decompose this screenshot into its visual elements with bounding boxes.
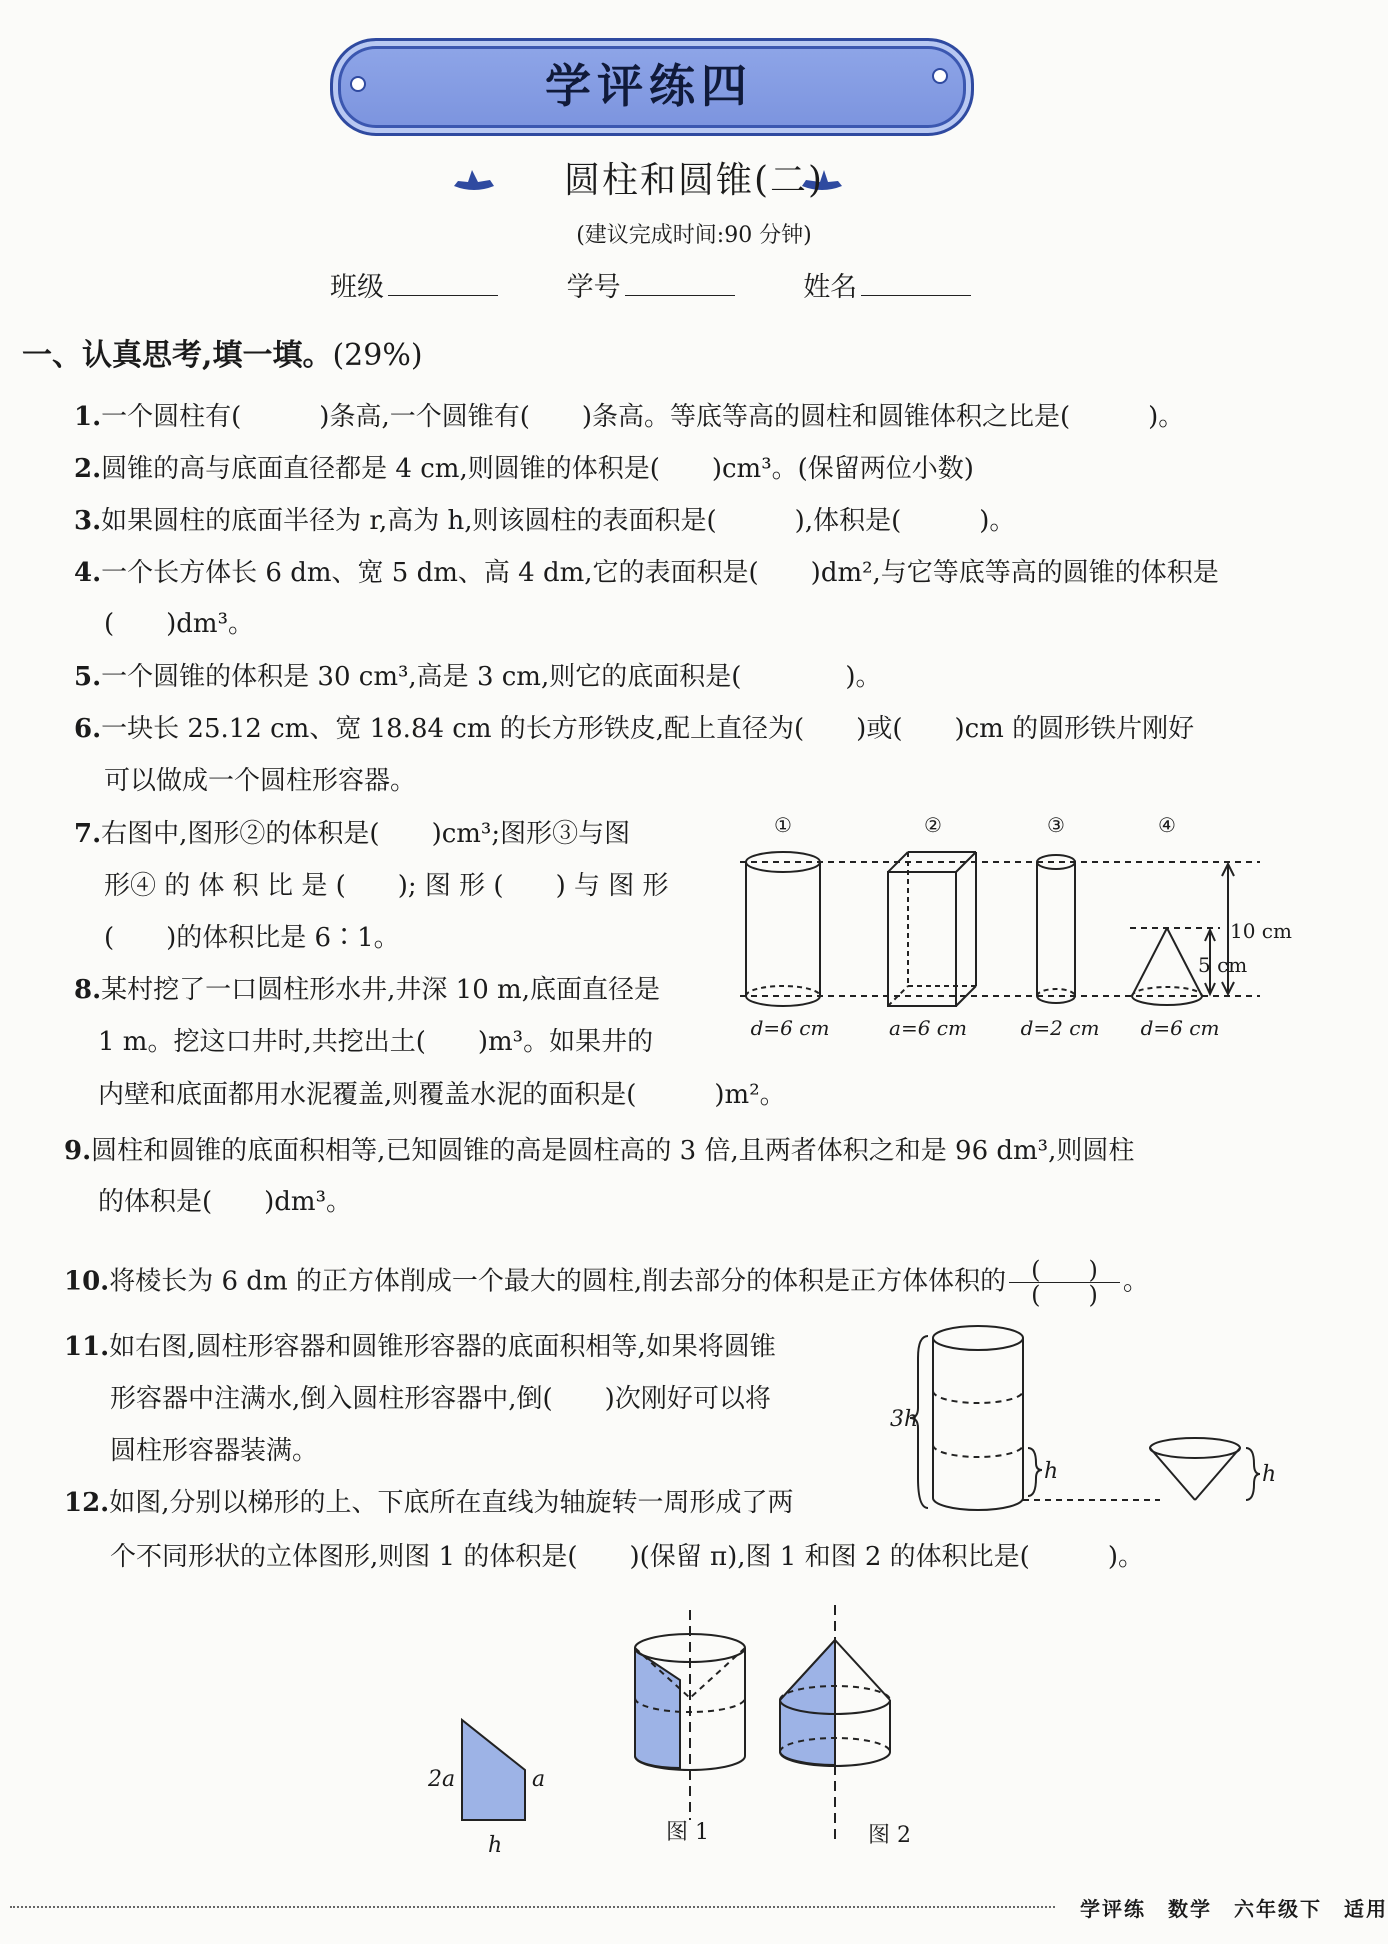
- number-blank[interactable]: [625, 271, 735, 296]
- shape-1-cylinder: [746, 852, 820, 1006]
- q7-num: 7.: [74, 819, 102, 849]
- question-3: [74, 504, 1015, 538]
- question-7: [74, 817, 630, 851]
- q8-text-1: 某村挖了一口圆柱形水井,井深 10 m,底面直径是: [101, 975, 660, 1005]
- fig7-dim-2: a=6 cm: [889, 1016, 967, 1040]
- fig12-label-h: h: [488, 1833, 503, 1858]
- name-blank[interactable]: [861, 271, 971, 296]
- question-10: [64, 1258, 1149, 1307]
- q12-num: 12.: [64, 1488, 110, 1518]
- brace-h-cylinder: [1028, 1448, 1042, 1496]
- question-12: [64, 1486, 794, 1520]
- q8-num: 8.: [74, 975, 102, 1005]
- q10-fraction-denominator: ( ): [1031, 1281, 1098, 1309]
- section-title: 一、认真思考,填一填。: [22, 338, 333, 373]
- fig7-label-1: ①: [774, 813, 792, 837]
- question-6-cont: 可以做成一个圆柱形容器。: [104, 766, 417, 796]
- banner-title: 学评练四: [545, 59, 753, 113]
- fig2-solid: [780, 1605, 890, 1840]
- question-6: [74, 712, 1194, 746]
- fig11-label-h-cylinder: h: [1044, 1459, 1059, 1484]
- fig11-label-3h: 3h: [890, 1407, 919, 1432]
- q1-text: 一个圆柱有( )条高,一个圆锥有( )条高。等底等高的圆柱和圆锥体积之比是( )。: [101, 402, 1185, 432]
- q11-text-1: 如右图,圆柱形容器和圆锥形容器的底面积相等,如果将圆锥: [109, 1332, 776, 1362]
- question-4-cont: ( )dm³。: [104, 609, 255, 639]
- class-label: 班级: [330, 272, 384, 303]
- fig11-cylinder: [933, 1326, 1023, 1510]
- question-11-cont1: 形容器中注满水,倒入圆柱形容器中,倒( )次刚好可以将: [110, 1384, 771, 1414]
- q3-text: 如果圆柱的底面半径为 r,高为 h,则该圆柱的表面积是( ),体积是( )。: [101, 506, 1016, 536]
- number-label: 学号: [566, 272, 621, 303]
- q5-text: 一个圆锥的体积是 30 cm³,高是 3 cm,则它的底面积是( )。: [101, 662, 882, 692]
- page-subtitle: 圆柱和圆锥(二): [563, 160, 825, 201]
- fig12-caption-1: 图 1: [666, 1820, 709, 1845]
- footer-text: 学评练 数学 六年级下 适用: [1080, 1897, 1388, 1921]
- q4-text-1: 一个长方体长 6 dm、宽 5 dm、高 4 dm,它的表面积是( )dm²,与它等底等高的圆锥的体积是: [101, 558, 1219, 588]
- question-9-cont: 的体积是( )dm³。: [98, 1187, 353, 1217]
- q2-text: 圆锥的高与底面直径都是 4 cm,则圆锥的体积是( )cm³。(保留两位小数): [101, 454, 974, 484]
- question-4: [74, 556, 1219, 590]
- q6-text-1: 一块长 25.12 cm、宽 18.84 cm 的长方形铁皮,配上直径为( )或( )cm 的圆形铁片刚好: [101, 714, 1195, 744]
- fig12-label-2a: 2a: [428, 1767, 456, 1792]
- fig7-label-4: ④: [1158, 813, 1176, 837]
- q11-num: 11.: [64, 1332, 110, 1362]
- class-blank[interactable]: [388, 271, 498, 296]
- q9-text-1: 圆柱和圆锥的底面积相等,已知圆锥的高是圆柱高的 3 倍,且两者体积之和是 96 dm³,则圆柱: [91, 1136, 1135, 1166]
- fig7-label-2: ②: [924, 813, 942, 837]
- question-9: [64, 1134, 1134, 1168]
- shape-3-cylinder: [1037, 855, 1075, 1003]
- fig7-dim-1: d=6 cm: [750, 1016, 830, 1040]
- question-12-cont: 个不同形状的立体图形,则图 1 的体积是( )(保留 π),图 1 和图 2 的体积比是( )。: [110, 1542, 1144, 1572]
- question-1: [74, 400, 1184, 434]
- fig7-dim-3: d=2 cm: [1020, 1016, 1100, 1040]
- q9-num: 9.: [64, 1136, 92, 1166]
- q1-num: 1.: [74, 402, 102, 432]
- question-8: [74, 973, 660, 1007]
- q2-num: 2.: [74, 454, 102, 484]
- q3-num: 3.: [74, 506, 102, 536]
- fig11-label-h-cone: h: [1262, 1462, 1277, 1487]
- q7-text-1: 右图中,图形②的体积是( )cm³;图形③与图: [101, 819, 631, 849]
- fig12-caption-2: 图 2: [868, 1823, 911, 1848]
- shape-2-cuboid: [888, 852, 976, 1006]
- fig1-solid: [635, 1610, 745, 1820]
- q6-num: 6.: [74, 714, 102, 744]
- question-8-cont2: 内壁和底面都用水泥覆盖,则覆盖水泥的面积是( )m²。: [98, 1080, 786, 1110]
- section-heading: [22, 330, 423, 374]
- q10-end: 。: [1122, 1266, 1149, 1297]
- q10-fraction-numerator: ( ): [1009, 1258, 1120, 1283]
- brace-h-cone: [1246, 1448, 1260, 1500]
- fig12-label-a: a: [532, 1767, 546, 1792]
- trapezoid-shape: [462, 1720, 525, 1820]
- q4-num: 4.: [74, 558, 102, 588]
- student-info-fields: [330, 265, 1031, 304]
- q5-num: 5.: [74, 662, 102, 692]
- footer-dotted-line: [10, 1906, 1055, 1908]
- section-percent: (29%): [332, 338, 423, 373]
- question-2: [74, 452, 974, 486]
- figure-q12: [410, 1590, 970, 1860]
- q10-text: 将棱长为 6 dm 的正方体削成一个最大的圆柱,削去部分的体积是正方体体积的: [109, 1266, 1007, 1297]
- fig7-height-10: 10 cm: [1230, 919, 1292, 943]
- question-8-cont1: 1 m。挖这口井时,共挖出土( )m³。如果井的: [98, 1027, 654, 1057]
- fig7-label-3: ③: [1047, 813, 1065, 837]
- question-5: [74, 660, 882, 694]
- question-11-cont2: 圆柱形容器装满。: [110, 1436, 319, 1466]
- suggested-time: (建议完成时间:90 分钟): [576, 223, 812, 248]
- q10-fraction[interactable]: [1009, 1258, 1120, 1307]
- q10-num: 10.: [64, 1266, 110, 1297]
- name-label: 姓名: [803, 272, 858, 303]
- q12-text-1: 如图,分别以梯形的上、下底所在直线为轴旋转一周形成了两: [109, 1488, 794, 1518]
- question-11: [64, 1330, 776, 1364]
- figure-q11: [890, 1318, 1290, 1518]
- question-7-cont2: ( )的体积比是 6∶1。: [104, 923, 400, 953]
- fig11-cone: [1150, 1438, 1240, 1500]
- figure-q7: [730, 810, 1292, 1050]
- question-7-cont1: 形④ 的 体 积 比 是 ( ); 图 形 ( ) 与 图 形: [104, 871, 669, 901]
- fig7-height-5: 5 cm: [1198, 953, 1248, 977]
- fig7-dim-4: d=6 cm: [1140, 1016, 1220, 1040]
